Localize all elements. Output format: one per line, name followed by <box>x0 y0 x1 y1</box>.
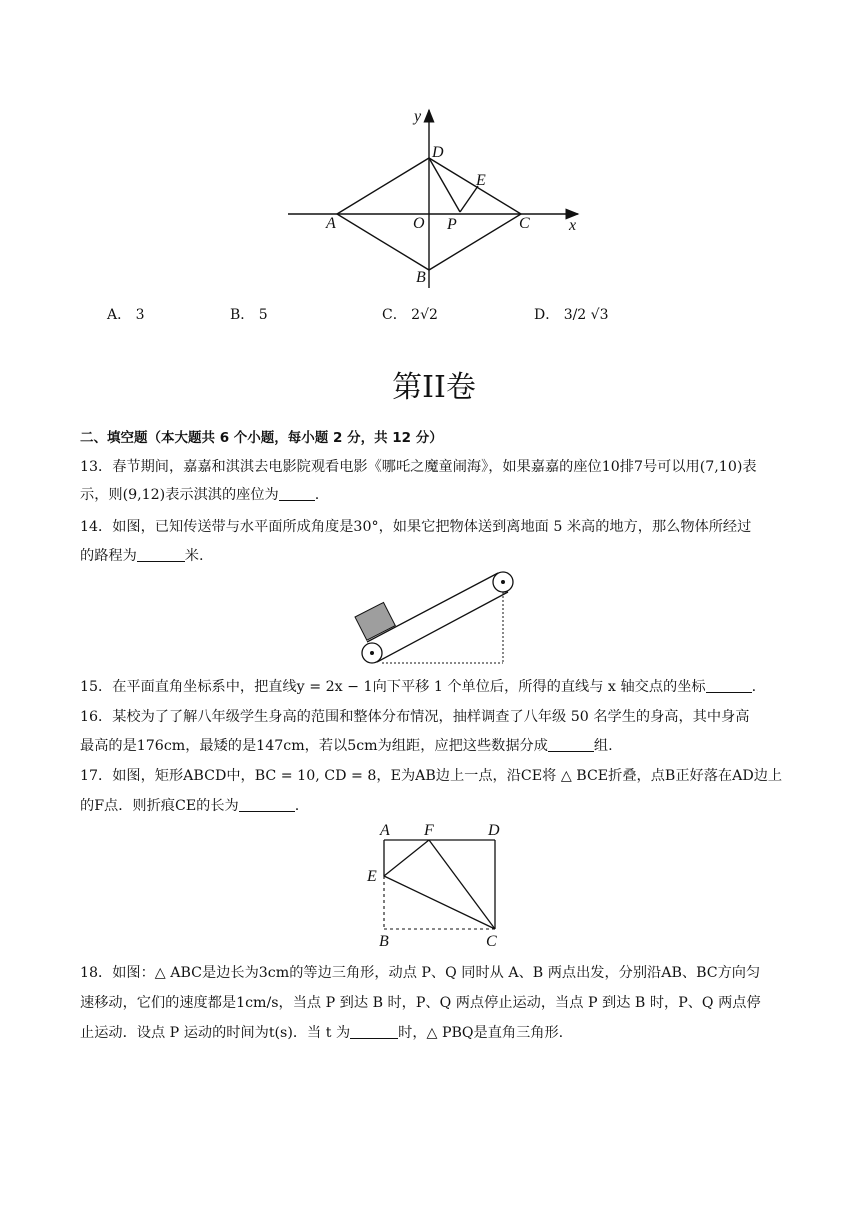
q14-line2: 的路程为 米. <box>80 548 204 564</box>
crease-ec <box>384 876 495 929</box>
label-c: C <box>486 933 497 950</box>
label-o: O <box>413 215 425 232</box>
q15-answer-blank[interactable] <box>706 678 752 693</box>
q18-line1: 18．如图：△ ABC是边长为3cm的等边三角形，动点 P、Q 同时从 A、B 两点出发，分别沿AB、BC方向匀 <box>80 965 761 981</box>
left-roller-axle <box>370 651 374 655</box>
conveyor-belt-figure <box>350 568 520 670</box>
q13-line2: 示，则(9,12)表示淇淇的座位为 . <box>80 487 320 503</box>
label-a: A <box>380 822 390 839</box>
choice-b[interactable]: B． 5 <box>230 307 268 323</box>
q18-line3: 止运动．设点 P 运动的时间为t(s)．当 t 为 时，△ PBQ是直角三角形. <box>80 1025 564 1041</box>
label-x: x <box>569 217 577 234</box>
q17-answer-blank[interactable] <box>239 797 295 812</box>
label-d: D <box>488 822 500 839</box>
choice-c[interactable]: C． 2√2 <box>382 307 438 323</box>
q17-line1: 17．如图，矩形ABCD中，BC = 10, CD = 8，E为AB边上一点，沿CE将 △ BCE折叠，点B正好落在AD边上 <box>80 768 783 784</box>
q17-line2: 的F点．则折痕CE的长为 . <box>80 798 300 814</box>
label-y: y <box>414 108 422 125</box>
rectangle-fold-figure <box>360 820 510 952</box>
q15-line1: 15．在平面直角坐标系中，把直线y = 2x − 1向下平移 1 个单位后，所得的直线与 x 轴交点的坐标 . <box>80 679 757 695</box>
label-b: B <box>416 269 426 286</box>
label-f: F <box>424 822 434 839</box>
segment-ef <box>384 840 429 876</box>
choice-d[interactable]: D． 3/2 √3 <box>534 307 609 323</box>
label-e: E <box>476 172 486 189</box>
rhombus-coordinate-figure <box>280 100 590 300</box>
q13-line1: 13．春节期间，嘉嘉和淇淇去电影院观看电影《哪吒之魔童闹海》，如果嘉嘉的座位10排7号可以用(7,10)表 <box>80 459 757 475</box>
label-d: D <box>432 144 444 161</box>
segment-dp <box>429 158 460 212</box>
choice-a[interactable]: A． 3 <box>107 307 145 323</box>
answer-choices <box>0 304 868 326</box>
cargo-box <box>355 602 395 640</box>
label-c: C <box>519 215 530 232</box>
q18-line2: 速移动，它们的速度都是1cm/s，当点 P 到达 B 时，P、Q 两点停止运动，当点 P 到达 B 时，P、Q 两点停 <box>80 995 761 1011</box>
q16-answer-blank[interactable] <box>548 737 594 752</box>
label-p: P <box>447 216 457 233</box>
label-b: B <box>379 933 389 950</box>
right-roller-axle <box>501 580 505 584</box>
q16-line2: 最高的是176cm，最矮的是147cm，若以5cm为组距，应把这些数据分成 组. <box>80 738 613 754</box>
q18-answer-blank[interactable] <box>350 1024 398 1039</box>
q14-answer-blank[interactable] <box>137 547 185 562</box>
q16-line1: 16．某校为了了解八年级学生身高的范围和整体分布情况，抽样调查了八年级 50 名学生的身高，其中身高 <box>80 709 750 725</box>
segment-pe <box>460 186 478 212</box>
q13-answer-blank[interactable] <box>279 486 315 501</box>
label-a: A <box>326 215 336 232</box>
section-heading: 二、填空题（本大题共 6 个小题，每小题 2 分，共 12 分） <box>80 430 443 446</box>
q14-line1: 14．如图，已知传送带与水平面所成角度是30°，如果它把物体送到离地面 5 米高的地方，那么物体所经过 <box>80 519 752 535</box>
section-title: 第II卷 <box>392 370 476 405</box>
segment-fc <box>429 840 495 929</box>
label-e: E <box>367 868 377 885</box>
